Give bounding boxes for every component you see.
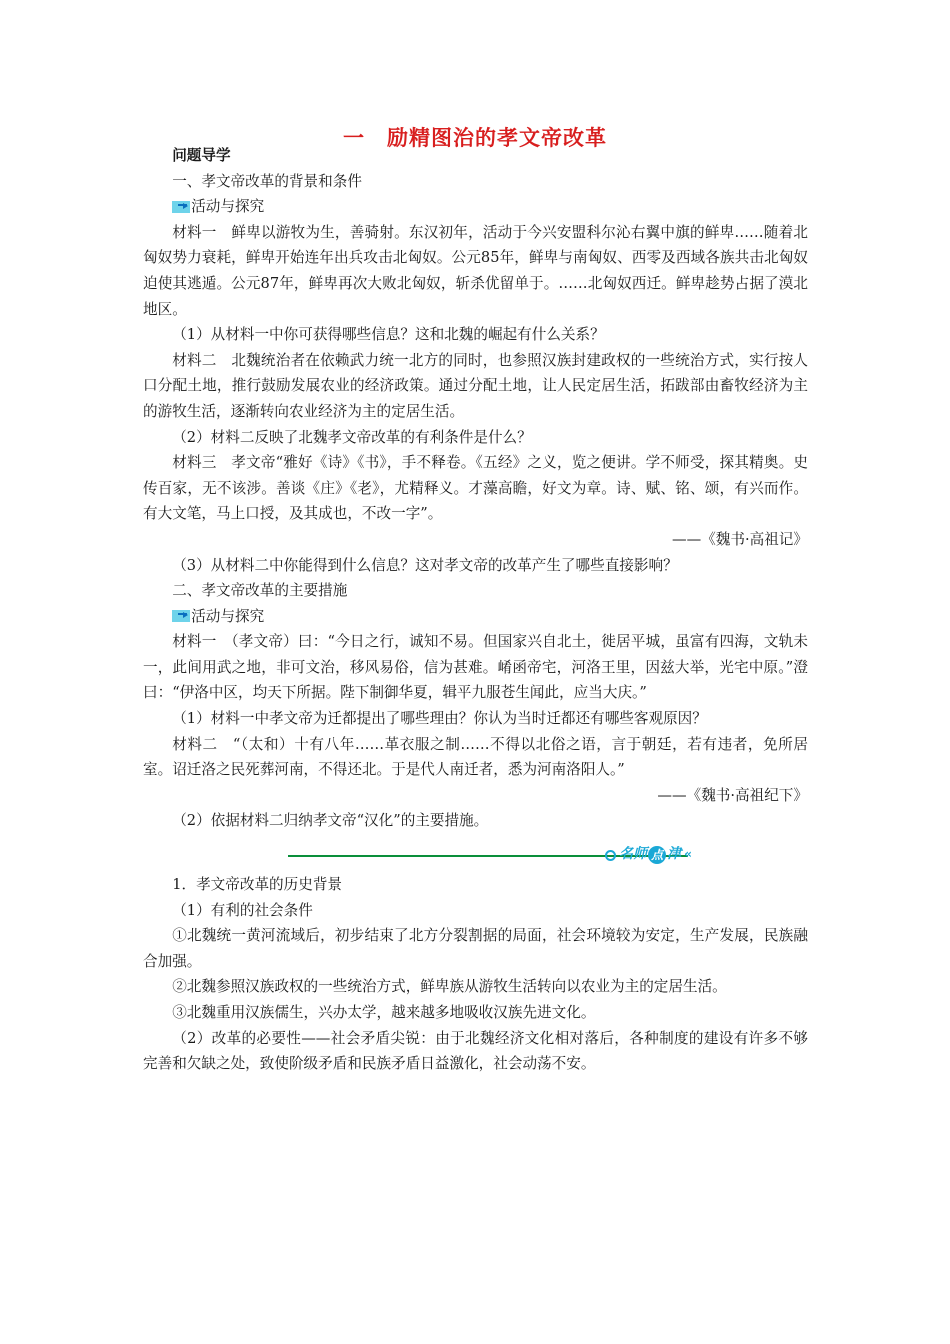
- question: （1）从材料一中你可获得哪些信息？这和北魏的崛起有什么关系？: [172, 326, 605, 344]
- notes-item: ③北魏重用汉族儒生，兴办太学，越来越多地吸收汉族先进文化。: [172, 1004, 596, 1021]
- source-citation: ——《魏书·高祖纪下》: [657, 786, 808, 804]
- badge-text-right: 津: [667, 846, 682, 863]
- question: （1）材料一中孝文帝为迁都提出了哪些理由？你认为当时迁都还有哪些客观原因？: [172, 710, 707, 728]
- arrow-icon: [172, 610, 190, 622]
- teacher-tips-badge: [605, 845, 690, 865]
- activity-text: 活动与探究: [191, 607, 265, 625]
- section-2-title: 二、孝文帝改革的主要措施: [172, 582, 348, 600]
- activity-label-1: [143, 194, 808, 220]
- question: （2）材料二反映了北魏孝文帝改革的有利条件是什么？: [172, 428, 532, 446]
- question: （2）依据材料二归纳孝文帝“汉化”的主要措施。: [172, 812, 489, 830]
- source-citation: ——《魏书·高祖记》: [672, 530, 808, 548]
- notes-subheading: （1）有利的社会条件: [172, 901, 313, 919]
- section-divider: [143, 840, 808, 870]
- arrow-icon: [172, 201, 190, 213]
- material-paragraph: 材料三 孝文帝“雅好《诗》《书》，手不释卷。《五经》之义，览之便讲。学不师受，探其精奥。史传百家，无不该涉。善谈《庄》《老》，尤精释义。才藻高瞻，好文为章。诗、赋、铭、颂，有兴而作。有大文笔，马上口授，及其成也，不改一字”。: [143, 454, 808, 523]
- badge-text-left: 名师: [619, 846, 648, 863]
- material-paragraph: 材料二 北魏统治者在依赖武力统一北方的同时，也参照汉族封建政权的一些统治方式，实行按人口分配土地，推行鼓励发展农业的经济政策。通过分配土地，让人民定居生活，拓跋部由畜牧经济为主的游牧生活，逐渐转向农业经济为主的定居生活。: [143, 351, 808, 420]
- material-paragraph: 材料一 （孝文帝）曰：“今日之行，诚知不易。但国家兴自北土，徙居平城，虽富有四海，文轨未一，此间用武之地，非可文治，移风易俗，信为甚难。崤函帝宅，河洛王里，因兹大举，光宅中原。”澄曰：“伊洛中区，均天下所据。陛下制御华夏，辑平九服苍生闻此，应当大庆。”: [143, 633, 808, 702]
- notes-item: ①北魏统一黄河流域后，初步结束了北方分裂割据的局面，社会环境较为安定，生产发展，民族融合加强。: [143, 927, 808, 970]
- material-paragraph: 材料二 “（太和）十有八年……革衣服之制……不得以北俗之语，言于朝廷，若有违者，免所居室。诏迁洛之民死葬河南，不得还北。于是代人南迁者，悉为河南洛阳人。”: [143, 735, 808, 779]
- notes-item: ②北魏参照汉族政权的一些统治方式，鲜卑族从游牧生活转向以农业为主的定居生活。: [172, 978, 727, 996]
- badge-text-mid: 点: [648, 846, 666, 864]
- double-chevron-left-icon: ‹‹: [684, 847, 690, 862]
- notes-heading: 1．孝文帝改革的历史背景: [172, 876, 343, 894]
- page-title: 一 励精图治的孝文帝改革: [343, 126, 607, 150]
- section-1-title: 一、孝文帝改革的背景和条件: [172, 172, 362, 190]
- section-heading: 问题导学: [172, 147, 231, 164]
- notes-item: （2）改革的必要性——社会矛盾尖锐：由于北魏经济文化相对落后，各种制度的建设有许多不够完善和欠缺之处，致使阶级矛盾和民族矛盾日益激化，社会动荡不安。: [143, 1029, 808, 1073]
- circle-icon: [605, 850, 616, 861]
- question: （3）从材料二中你能得到什么信息？这对孝文帝的改革产生了哪些直接影响？: [172, 556, 678, 574]
- activity-label-2: [143, 604, 808, 630]
- activity-text: 活动与探究: [191, 198, 265, 216]
- material-paragraph: 材料一 鲜卑以游牧为生，善骑射。东汉初年，活动于今兴安盟科尔沁右翼中旗的鲜卑……随着北匈奴势力衰耗，鲜卑开始连年出兵攻击北匈奴。公元85年，鲜卑与南匈奴、西零及西域各族共击北匈奴迫使其逃遁。公元87年，鲜卑再次大败北匈奴，斩杀优留单于。……北匈奴西迁。鲜卑趁势占据了漠北地区。: [143, 223, 808, 318]
- document-body: [143, 143, 808, 1077]
